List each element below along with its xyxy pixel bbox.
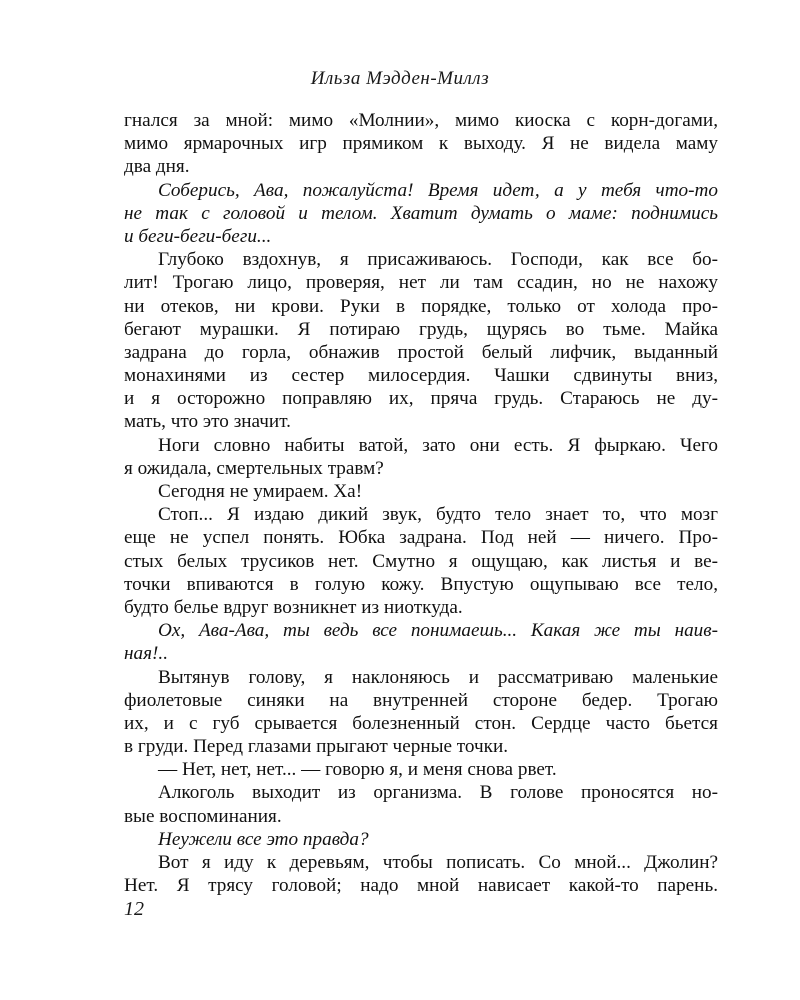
text-line: вые воспоминания. — [124, 805, 282, 827]
text-line: стых белых трусиков нет. Смутно я ощущаю, как листья и ве- — [124, 550, 718, 572]
text-line: — Нет, нет, нет... — говорю я, и меня снова рвет. — [158, 759, 557, 781]
text-line: лит! Трогаю лицо, проверяя, нет ли там ссадин, но не нахожу — [124, 272, 718, 294]
text-line: фиолетовые синяки на внутренней стороне бедер. Трогаю — [124, 689, 718, 711]
text-line: и беги-беги-беги... — [124, 225, 272, 247]
text-line: Алкоголь выходит из организма. В голове проносятся но- — [158, 782, 718, 804]
text-line: Нет. Я трясу головой; надо мной нависает какой-то парень. — [124, 875, 718, 897]
text-line: мать, что это значит. — [124, 411, 291, 433]
text-line: Соберись, Ава, пожалуйста! Время идет, а у тебя что-то — [158, 179, 718, 201]
text-line: бегают мурашки. Я потираю грудь, щурясь во тьме. Майка — [124, 318, 718, 340]
text-line: монахинями из сестер милосердия. Чашки сдвинуты вниз, — [124, 365, 718, 387]
text-line: Ноги словно набиты ватой, зато они есть. Я фыркаю. Чего — [158, 434, 718, 456]
text-line: Ох, Ава-Ава, ты ведь все понимаешь... Какая же ты наив- — [158, 620, 718, 642]
text-line: будто белье вдруг возникнет из ниоткуда. — [124, 596, 463, 618]
text-line: их, и с губ срывается болезненный стон. Сердце часто бьется — [124, 712, 718, 734]
text-line: Сегодня не умираем. Ха! — [158, 481, 363, 502]
text-line: и я осторожно поправляю их, пряча грудь. Стараюсь не ду- — [124, 388, 718, 410]
text-line: Стоп... Я издаю дикий звук, будто тело знает то, что мозг — [158, 504, 718, 526]
text-line: Неужели все это правда? — [158, 828, 369, 850]
text-line: еще не успел понять. Юбка задрана. Под ней — ничего. Про- — [124, 527, 718, 549]
text-line: задрана до горла, обнажив простой белый лифчик, выданный — [124, 341, 718, 363]
body-text — [124, 109, 718, 897]
text-line: ная!.. — [124, 643, 169, 665]
text-line: Глубоко вздохнув, я присаживаюсь. Господи, как все бо- — [158, 249, 718, 271]
text-line: гнался за мной: мимо «Молнии», мимо киоска с корн-догами, — [124, 110, 718, 131]
text-line: не так с головой и телом. Хватит думать о маме: поднимись — [124, 202, 718, 224]
text-line: мимо ярмарочных игр прямиком к выходу. Я не видела маму — [124, 133, 718, 155]
text-line: в груди. Перед глазами прыгают черные точки. — [124, 736, 509, 758]
text-line: я ожидала, смертельных травм? — [124, 457, 384, 479]
text-line: точки впиваются в голую кожу. Впустую ощупываю все тело, — [124, 573, 718, 595]
page-number: 12 — [124, 898, 144, 920]
text-line: два дня. — [124, 156, 190, 178]
text-line: ни отеков, ни крови. Руки в порядке, только от холода про- — [124, 295, 718, 317]
text-line: Вот я иду к деревьям, чтобы пописать. Со мной... Джолин? — [158, 852, 718, 873]
text-line: Вытянув голову, я наклоняюсь и рассматриваю маленькие — [158, 666, 718, 688]
running-header-author: Ильза Мэдден-Миллз — [310, 68, 490, 89]
